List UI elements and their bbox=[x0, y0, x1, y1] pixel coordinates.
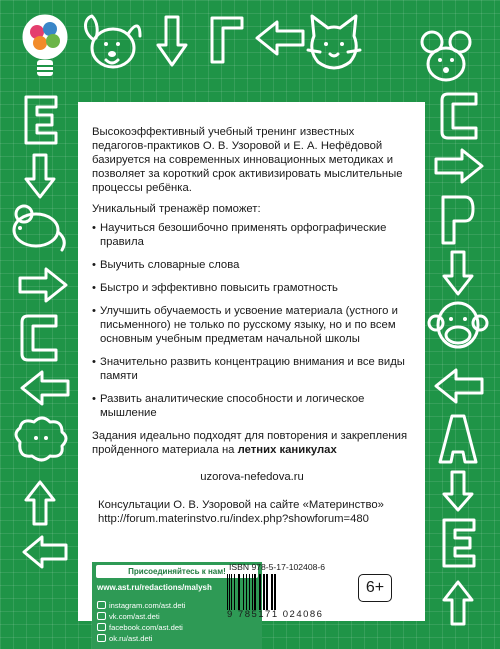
letter-e-block bbox=[442, 518, 476, 568]
arrow-up-icon bbox=[24, 480, 56, 526]
barcode-bar bbox=[249, 574, 250, 610]
list-item: • Улучшить обучаемость и усвоение материала (устного и письменного) не только по русскому языку, но и по всем основным учебным предметам начальной школы bbox=[92, 304, 412, 346]
letter-c-block bbox=[20, 314, 58, 362]
age-rating-badge: 6+ bbox=[358, 574, 392, 602]
barcode-bar bbox=[231, 574, 232, 610]
cat-face-icon bbox=[304, 12, 364, 76]
barcode-bar bbox=[238, 574, 240, 610]
arrow-up-icon bbox=[442, 580, 474, 626]
sheep-icon bbox=[6, 412, 72, 472]
back-cover-panel bbox=[78, 102, 425, 643]
list-item: • Выучить словарные слова bbox=[92, 258, 412, 272]
arrow-left-icon bbox=[255, 20, 305, 56]
lead-line: Уникальный тренажёр поможет: bbox=[92, 203, 261, 215]
summary-bold: летних каникулах bbox=[237, 444, 337, 456]
arrow-right-icon bbox=[18, 267, 68, 303]
social-link-ok[interactable] bbox=[97, 633, 185, 644]
barcode-bar bbox=[254, 574, 256, 610]
mouse-icon bbox=[6, 200, 70, 254]
social-links bbox=[97, 600, 185, 644]
join-us-banner: Присоединяйтесь к нам! bbox=[96, 565, 258, 578]
mouse-face-icon bbox=[420, 28, 472, 86]
summary-text: Задания идеально подходят для повторения и закрепления пройденного материала на bbox=[92, 430, 408, 456]
social-link-facebook[interactable] bbox=[97, 622, 185, 633]
social-link-instagram[interactable] bbox=[97, 600, 185, 611]
intro-paragraph: Высокоэффективный учебный тренинг известных педагогов-практиков О. В. Узоровой и Е. А. Нефёдовой базируется на современных инновационных методиках и позволяет за короткий срок активизировать мыслительные процессы ребёнка. bbox=[92, 126, 403, 194]
barcode-bar bbox=[227, 574, 228, 610]
website-link[interactable]: uzorova-nefedova.ru bbox=[200, 471, 304, 483]
arrow-down-icon bbox=[156, 15, 188, 67]
barcode-bar bbox=[229, 574, 230, 610]
social-link-text: vk.com/ast.deti bbox=[109, 612, 160, 621]
publisher-url[interactable]: www.ast.ru/redactions/malysh bbox=[97, 583, 212, 592]
arrow-left-icon bbox=[22, 535, 68, 569]
social-link-text: ok.ru/ast.deti bbox=[109, 634, 153, 643]
barcode-bar bbox=[259, 574, 261, 610]
list-item: • Развить аналитические способности и логическое мышление bbox=[92, 392, 412, 420]
arrow-down-icon bbox=[24, 153, 56, 199]
barcode-bar bbox=[252, 574, 253, 610]
barcode-bar bbox=[274, 574, 276, 610]
barcode bbox=[225, 574, 341, 610]
letter-r-block bbox=[441, 195, 475, 245]
panel-text bbox=[92, 125, 412, 526]
list-item: • Научиться безошибочно применять орфографические правила bbox=[92, 221, 412, 249]
letter-g-top bbox=[210, 16, 244, 64]
arrow-down-icon bbox=[442, 470, 474, 512]
arrow-down-icon bbox=[442, 250, 474, 296]
barcode-bar bbox=[234, 574, 235, 610]
barcode-bar bbox=[263, 574, 265, 610]
barcode-bar bbox=[271, 574, 273, 610]
list-item: • Значительно развить концентрацию внимания и все виды памяти bbox=[92, 355, 412, 383]
monkey-face-icon bbox=[428, 295, 488, 355]
facebook-icon bbox=[97, 623, 106, 631]
barcode-bar bbox=[266, 574, 268, 610]
dog-face-icon bbox=[82, 10, 144, 78]
social-link-text: instagram.com/ast.deti bbox=[109, 601, 186, 610]
benefits-list bbox=[92, 221, 412, 420]
forum-url[interactable]: http://forum.materinstvo.ru/index.php?showforum=480 bbox=[98, 513, 369, 525]
social-link-vk[interactable] bbox=[97, 611, 185, 622]
summary-paragraph bbox=[92, 429, 412, 457]
arrow-left-icon bbox=[20, 370, 70, 406]
consult-line: Консультации О. В. Узоровой на сайте «Материнство» bbox=[98, 499, 384, 511]
vk-icon bbox=[97, 612, 106, 620]
arrow-right-icon bbox=[434, 148, 484, 184]
consultation-block bbox=[92, 498, 412, 526]
social-link-text: facebook.com/ast.deti bbox=[109, 623, 183, 632]
arrow-left-icon bbox=[434, 368, 484, 404]
barcode-bar bbox=[246, 574, 247, 610]
letter-c-block bbox=[440, 92, 478, 140]
odnoklassniki-icon bbox=[97, 634, 106, 642]
letter-e-block bbox=[24, 95, 58, 145]
barcode-number: 9 785171 024086 bbox=[227, 609, 324, 620]
barcode-bar bbox=[243, 574, 244, 610]
isbn-label: ISBN 978-5-17-102408-6 bbox=[229, 562, 326, 572]
letter-a-block bbox=[438, 414, 478, 464]
instagram-icon bbox=[97, 601, 106, 609]
list-item: • Быстро и эффективно повысить грамотность bbox=[92, 281, 412, 295]
brain-bulb-logo bbox=[22, 12, 68, 90]
